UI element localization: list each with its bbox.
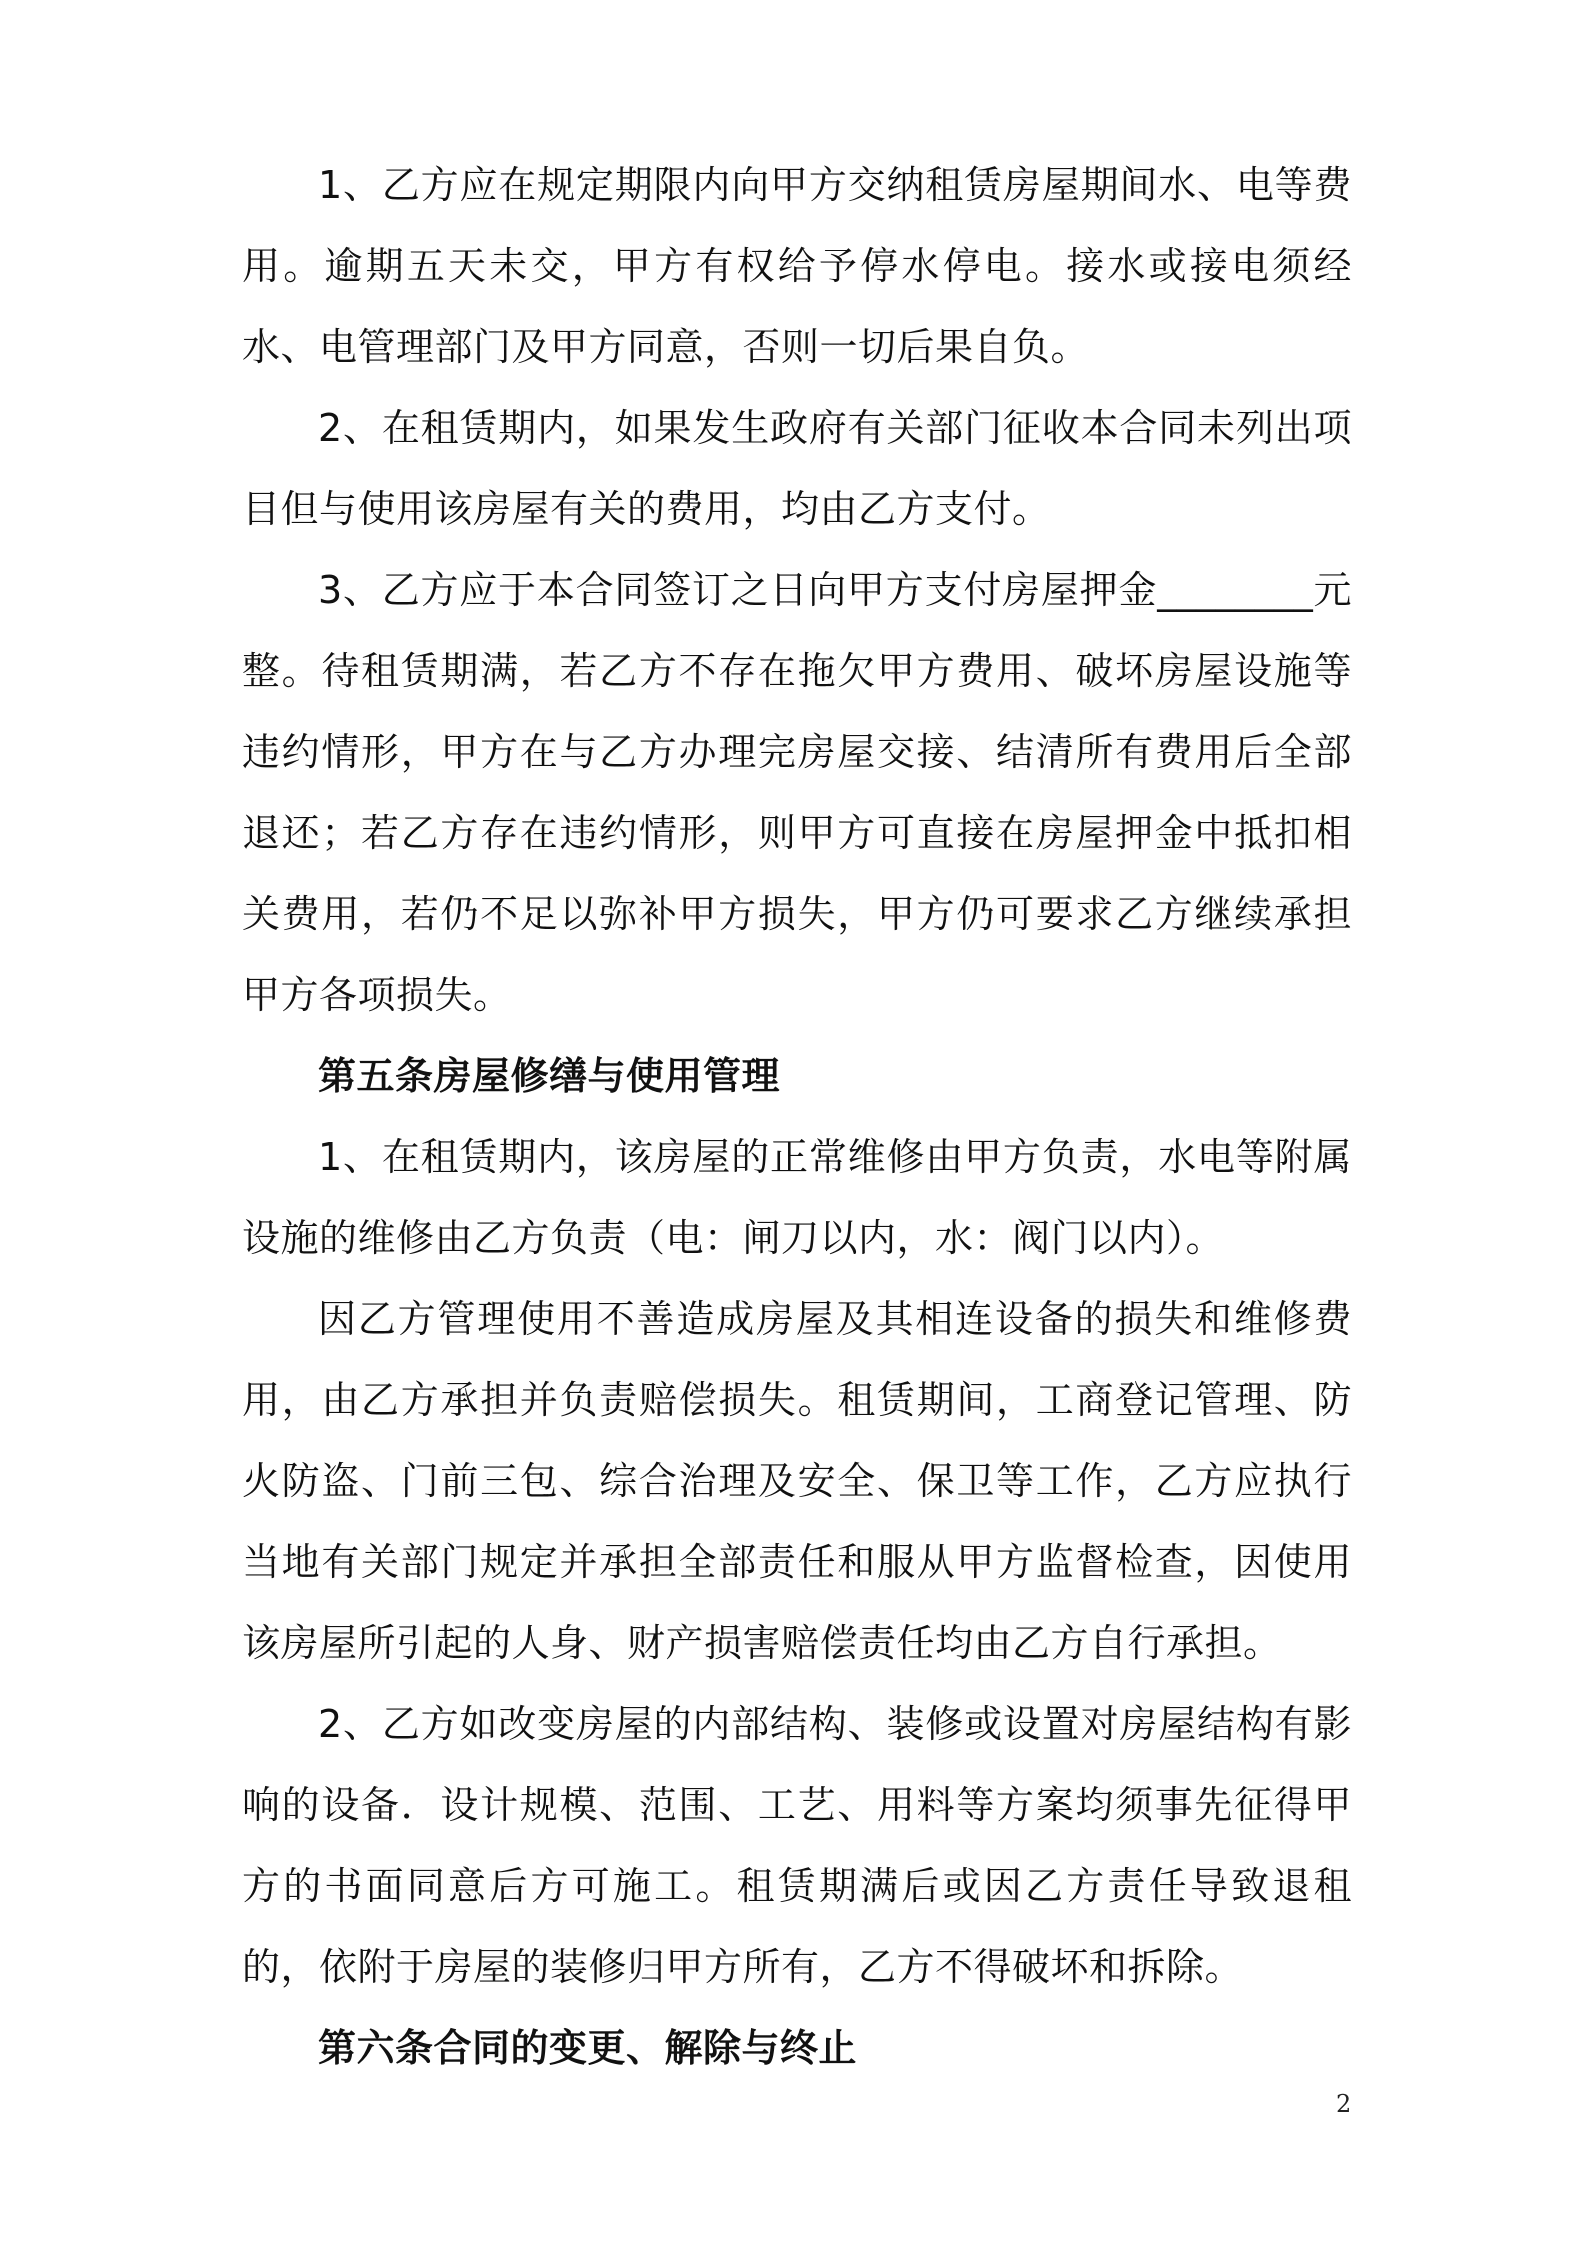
paragraph-government-fees: 2、在租赁期内，如果发生政府有关部门征收本合同未列出项目但与使用该房屋有关的费用，均由乙方支付。 [242,406,1352,531]
paragraph-maintenance: 1、在租赁期内，该房屋的正常维修由甲方负责，水电等附属设施的维修由乙方负责（电：闸刀以内，水：阀门以内）。 [242,1135,1352,1260]
paragraph-renovation: 2、乙方如改变房屋的内部结构、装修或设置对房屋结构有影响的设备．设计规模、范围、工艺、用料等方案均须事先征得甲方的书面同意后方可施工。租赁期满后或因乙方责任导致退租的，依附于房屋的装修归甲方所有，乙方不得破坏和拆除。 [242,1702,1352,1989]
section-heading-article-5: 第五条房屋修缮与使用管理 [318,1054,781,1098]
paragraph-damage-liability: 因乙方管理使用不善造成房屋及其相连设备的损失和维修费用，由乙方承担并负责赔偿损失。租赁期间，工商登记管理、防火防盗、门前三包、综合治理及安全、保卫等工作，乙方应执行当地有关部门规定并承担全部责任和服从甲方监督检查，因使用该房屋所引起的人身、财产损害赔偿责任均由乙方自行承担。 [242,1297,1352,1665]
paragraph-utilities-fees: 1、乙方应在规定期限内向甲方交纳租赁房屋期间水、电等费用。逾期五天未交，甲方有权给予停水停电。接水或接电须经水、电管理部门及甲方同意，否则一切后果自负。 [242,163,1352,369]
document-body [242,145,1352,2089]
page-number: 2 [1336,2090,1352,2118]
paragraph-deposit: 3、乙方应于本合同签订之日向甲方支付房屋押金________元整。待租赁期满，若乙方不存在拖欠甲方费用、破坏房屋设施等违约情形，甲方在与乙方办理完房屋交接、结清所有费用后全部退还；若乙方存在违约情形，则甲方可直接在房屋押金中抵扣相关费用，若仍不足以弥补甲方损失，甲方仍可要求乙方继续承担甲方各项损失。 [242,568,1352,1017]
section-heading-article-6: 第六条合同的变更、解除与终止 [318,2026,858,2070]
